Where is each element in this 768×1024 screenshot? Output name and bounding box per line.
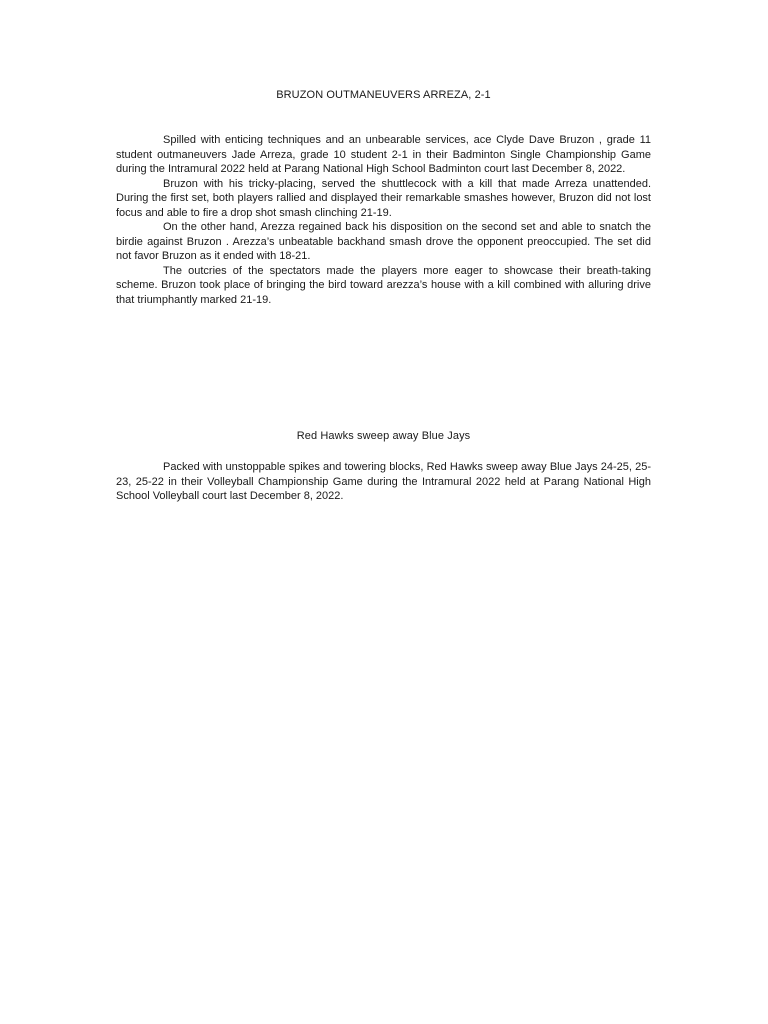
article-paragraph: Bruzon with his tricky-placing, served the shuttlecock with a kill that made Arreza unattended. During the first set, both players rallied and displayed their remarkable smashes however, Bruzon did not lost focus and able to fire a drop shot smash clinching 21-19. xyxy=(116,177,651,219)
article-volleyball xyxy=(116,429,651,504)
article-body xyxy=(116,460,651,504)
article-headline: BRUZON OUTMANEUVERS ARREZA, 2-1 xyxy=(276,89,491,101)
article-paragraph: The outcries of the spectators made the players more eager to showcase their breath-taking scheme. Bruzon took place of bringing the bird toward arezza’s house with a kill combined with alluring drive that triumphantly marked 21-19. xyxy=(116,264,651,306)
article-paragraph: Packed with unstoppable spikes and towering blocks, Red Hawks sweep away Blue Jays 24-25, 25-23, 25-22 in their Volleyball Championship Game during the Intramural 2022 held at Parang National High School Volleyball court last December 8, 2022. xyxy=(116,461,651,502)
article-paragraph: On the other hand, Arezza regained back his disposition on the second set and able to snatch the birdie against Bruzon . Arezza’s unbeatable backhand smash drove the opponent preoccupied. The set did not favor Bruzon as it ended with 18-21. xyxy=(116,221,651,262)
article-headline: Red Hawks sweep away Blue Jays xyxy=(296,430,471,442)
article-badminton xyxy=(116,88,651,307)
article-paragraph: Spilled with enticing techniques and an unbearable services, ace Clyde Dave Bruzon , grade 11 student outmaneuvers Jade Arreza, grade 10 student 2-1 in their Badminton Single Championship Game during the Intramural 2022 held at Parang National High School Badminton court last December 8, 2022. xyxy=(116,134,651,175)
article-body xyxy=(116,133,651,307)
